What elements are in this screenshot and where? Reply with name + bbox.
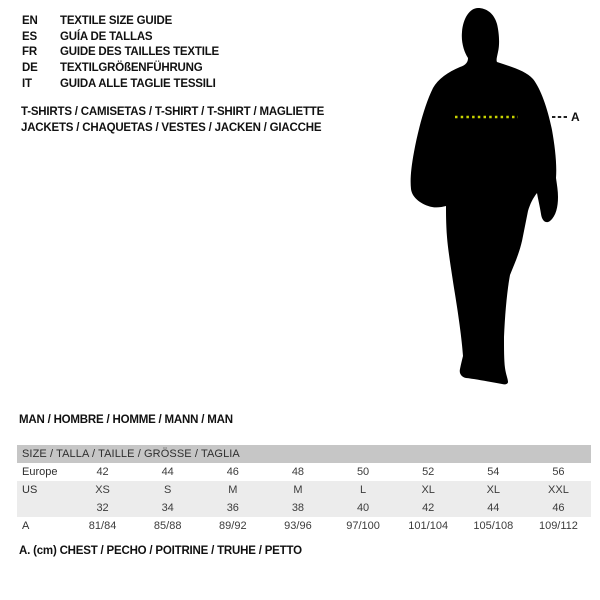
- size-value: 101/104: [396, 517, 461, 535]
- category-lines: [21, 104, 324, 136]
- row-label: [17, 499, 70, 517]
- language-label: GUIDE DES TAILLES TEXTILE: [60, 46, 219, 59]
- size-value: M: [265, 481, 330, 499]
- man-silhouette: [400, 0, 600, 400]
- size-value: 105/108: [461, 517, 526, 535]
- size-value: M: [200, 481, 265, 499]
- size-table-header-row: [17, 445, 591, 463]
- language-row: [22, 60, 219, 76]
- measure-label-a: A: [571, 110, 580, 124]
- size-value: XS: [70, 481, 135, 499]
- category-jackets: JACKETS / CHAQUETAS / VESTES / JACKEN / GIACCHE: [21, 122, 322, 134]
- size-value: 48: [265, 463, 330, 481]
- language-code: DE: [22, 62, 38, 75]
- size-value: XXL: [526, 481, 591, 499]
- size-value: 36: [200, 499, 265, 517]
- size-value: 46: [200, 463, 265, 481]
- table-row-us-numbers: [17, 499, 591, 517]
- size-value: 50: [331, 463, 396, 481]
- size-table: [17, 445, 591, 535]
- size-value: 97/100: [331, 517, 396, 535]
- size-value: XL: [461, 481, 526, 499]
- size-value: 46: [526, 499, 591, 517]
- language-label: GUIDA ALLE TAGLIE TESSILI: [60, 78, 216, 91]
- footnote-chest: A. (cm) CHEST / PECHO / POITRINE / TRUHE / PETTO: [19, 545, 302, 557]
- table-row-europe: [17, 463, 591, 481]
- size-value: 42: [396, 499, 461, 517]
- category-tshirts: T-SHIRTS / CAMISETAS / T-SHIRT / T-SHIRT / MAGLIETTE: [21, 106, 325, 118]
- row-label: US: [17, 481, 70, 499]
- size-value: 38: [265, 499, 330, 517]
- size-value: S: [135, 481, 200, 499]
- size-value: 44: [135, 463, 200, 481]
- size-value: 42: [70, 463, 135, 481]
- size-table-header: SIZE / TALLA / TAILLE / GRÖSSE / TAGLIA: [17, 445, 591, 463]
- section-title-man: MAN / HOMBRE / HOMME / MANN / MAN: [19, 414, 233, 426]
- language-label: TEXTILE SIZE GUIDE: [60, 14, 173, 27]
- language-code: FR: [22, 46, 37, 59]
- language-row: [22, 13, 219, 29]
- man-silhouette-body: [411, 8, 558, 384]
- size-value: 81/84: [70, 517, 135, 535]
- size-value: 93/96: [265, 517, 330, 535]
- language-code: EN: [22, 14, 38, 27]
- size-value: 89/92: [200, 517, 265, 535]
- size-value: XL: [396, 481, 461, 499]
- language-row: [22, 76, 219, 92]
- size-value: 85/88: [135, 517, 200, 535]
- language-row: [22, 29, 219, 45]
- language-label: TEXTILGRÖßENFÜHRUNG: [60, 62, 203, 75]
- table-row-chest-cm: [17, 517, 591, 535]
- size-value: 52: [396, 463, 461, 481]
- size-value: 40: [331, 499, 396, 517]
- table-row-us-letters: [17, 481, 591, 499]
- size-value: 54: [461, 463, 526, 481]
- row-label: A: [17, 517, 70, 535]
- size-value: 44: [461, 499, 526, 517]
- size-value: 56: [526, 463, 591, 481]
- language-code: IT: [22, 78, 32, 91]
- language-list: [22, 13, 219, 92]
- language-code: ES: [22, 30, 37, 43]
- size-value: L: [331, 481, 396, 499]
- size-value: 109/112: [526, 517, 591, 535]
- language-label: GUÍA DE TALLAS: [60, 30, 153, 43]
- size-value: 32: [70, 499, 135, 517]
- row-label: Europe: [17, 463, 70, 481]
- language-row: [22, 45, 219, 61]
- size-value: 34: [135, 499, 200, 517]
